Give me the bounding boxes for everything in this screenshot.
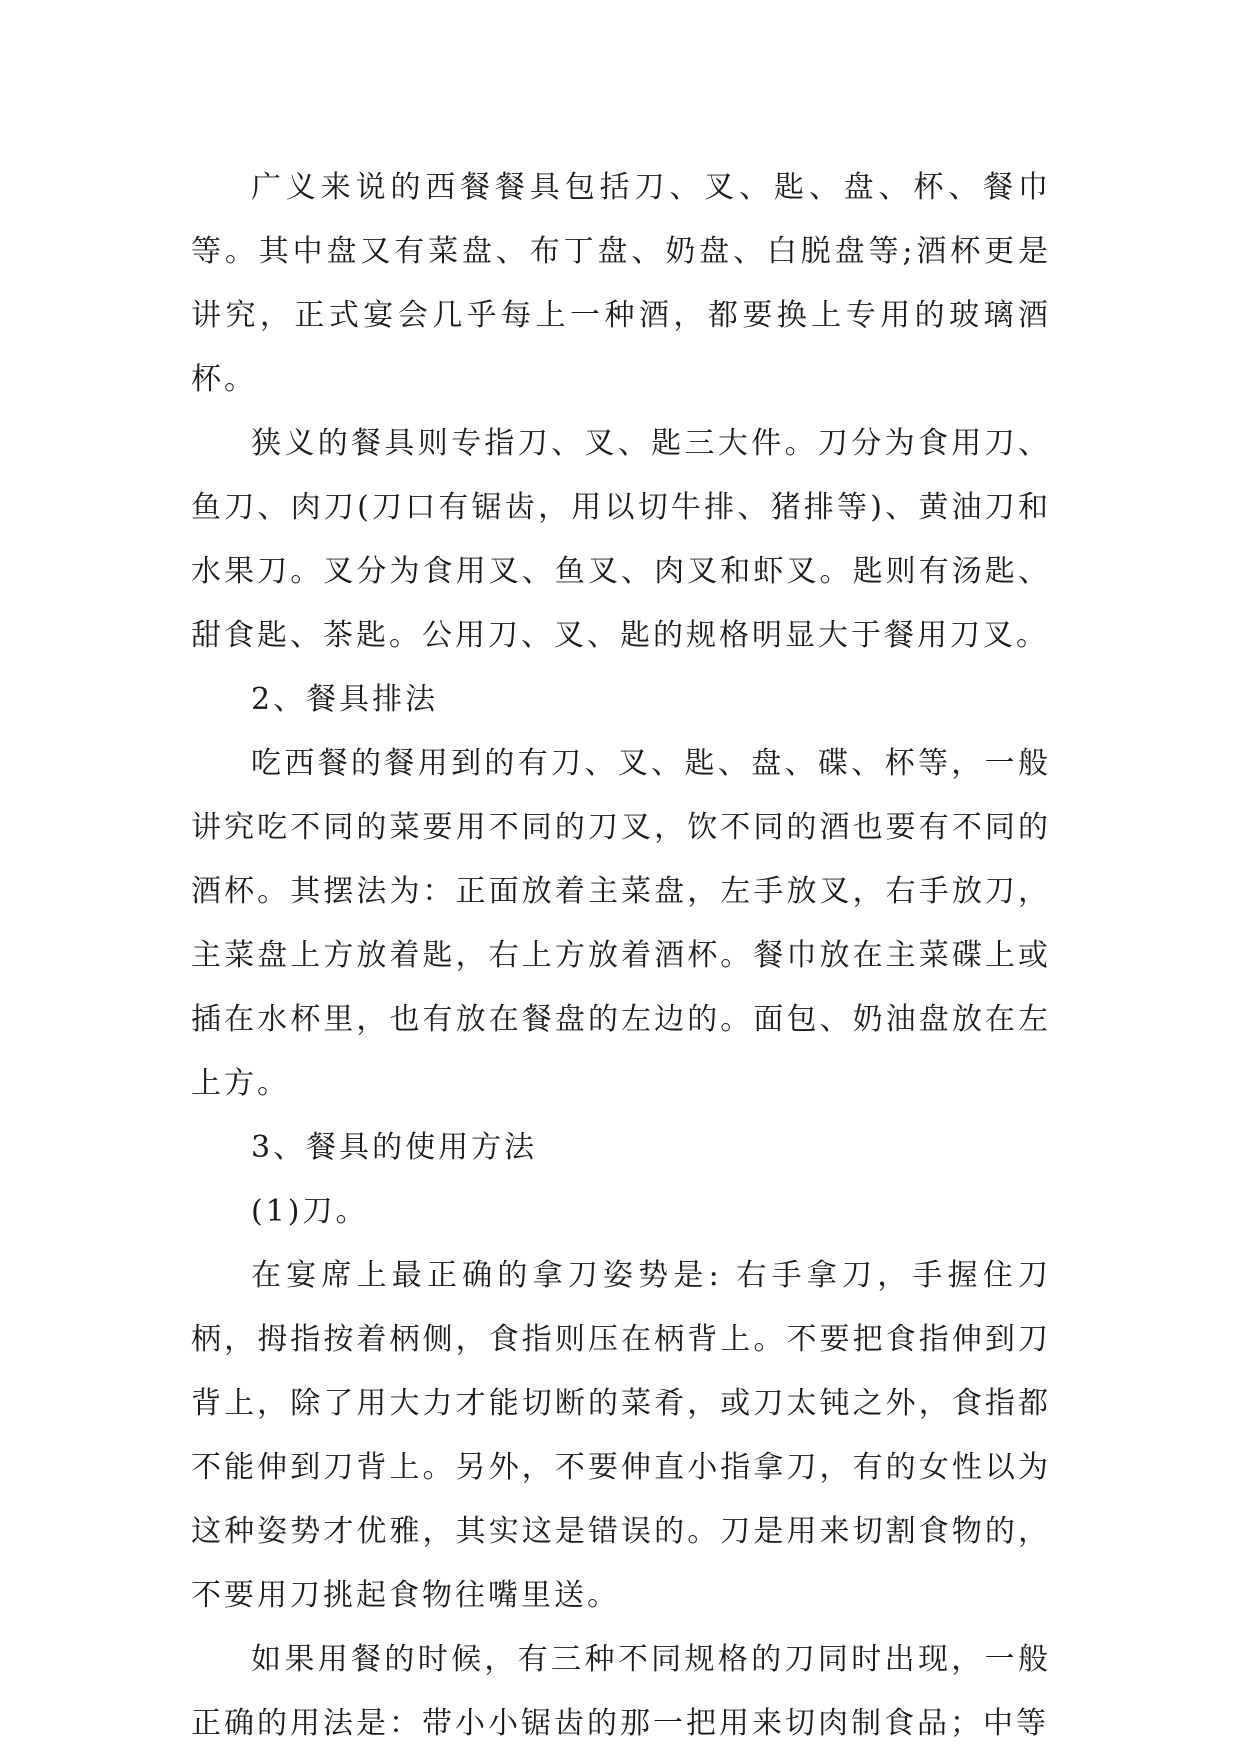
section-heading-arrangement: 2、餐具排法 xyxy=(251,682,439,717)
paragraph-tableware-broad: 广义来说的西餐餐具包括刀、叉、匙、盘、杯、餐巾等。其中盘又有菜盘、布丁盘、奶盘、白脱盘等;酒杯更是讲究，正式宴会几乎每上一种酒，都要换上专用的玻璃酒杯。 xyxy=(191,170,1051,397)
paragraph-knife-grip: 在宴席上最正确的拿刀姿势是: 右手拿刀，手握住刀柄，拇指按着柄侧，食指则压在柄背上。不要把食指伸到刀背上，除了用大力才能切断的菜肴，或刀太钝之外，食指都不能伸到刀背上。另外，不要伸直小指拿刀，有的女性以为这种姿势才优雅，其实这是错误的。刀是用来切割食物的，不要用刀挑起食物往嘴里送。 xyxy=(191,1258,1051,1613)
subheading-knife: (1)刀。 xyxy=(251,1194,369,1229)
paragraph-tableware-narrow: 狭义的餐具则专指刀、叉、匙三大件。刀分为食用刀、鱼刀、肉刀(刀口有锯齿，用以切牛排、猪排等)、黄油刀和水果刀。叉分为食用叉、鱼叉、肉叉和虾叉。匙则有汤匙、甜食匙、茶匙。公用刀、叉、匙的规格明显大于餐用刀叉。 xyxy=(191,426,1051,653)
document-body xyxy=(191,156,1051,1756)
section-heading-usage: 3、餐具的使用方法 xyxy=(251,1130,538,1165)
paragraph-knife-types: 如果用餐的时候，有三种不同规格的刀同时出现，一般正确的用法是：带小小锯齿的那一把用来切肉制食品；中等 xyxy=(191,1642,1051,1741)
paragraph-arrangement: 吃西餐的餐用到的有刀、叉、匙、盘、碟、杯等，一般讲究吃不同的菜要用不同的刀叉，饮不同的酒也要有不同的酒杯。其摆法为：正面放着主菜盘，左手放叉，右手放刀，主菜盘上方放着匙，右上方放着酒杯。餐巾放在主菜碟上或插在水杯里，也有放在餐盘的左边的。面包、奶油盘放在左上方。 xyxy=(191,746,1051,1101)
